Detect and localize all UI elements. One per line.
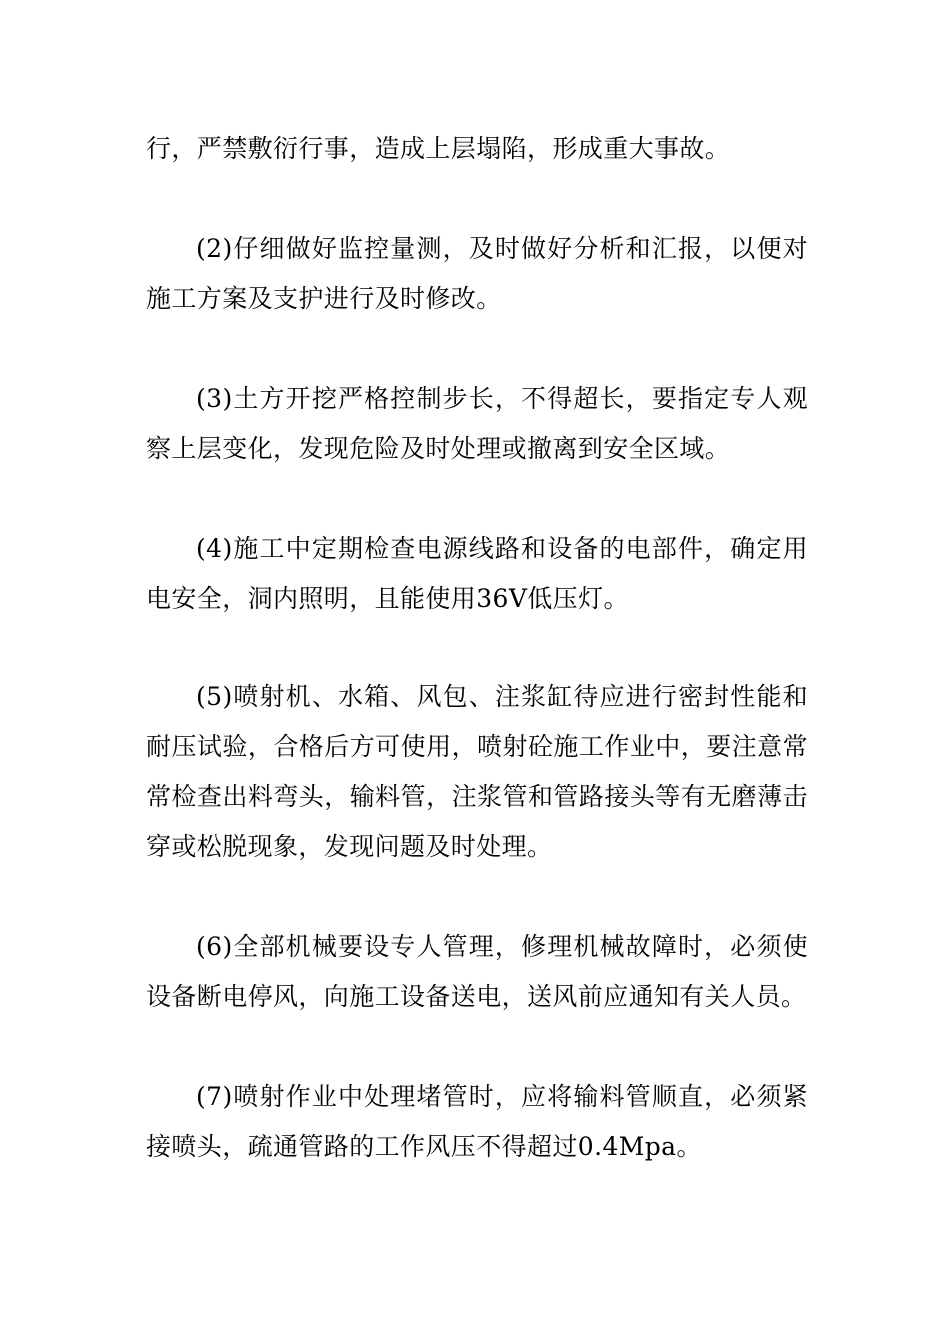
paragraph-item-5: (5)喷射机、水箱、风包、注浆缸待应进行密封性能和耐压试验，合格后方可使用，喷射砼施工作业中，要注意常常检查出料弯头，输料管，注浆管和管路接头等有无磨薄击穿或松脱现象，发现问题及时处理。: [146, 682, 808, 861]
paragraph-continuation: 行，严禁敷衍行事，造成上层塌陷，形成重大事故。: [146, 134, 731, 163]
paragraph-item-4: (4)施工中定期检查电源线路和设备的电部件，确定用电安全，洞内照明，且能使用36V低压灯。: [146, 534, 808, 613]
paragraph-item-6: (6)全部机械要设专人管理，修理机械故障时，必须使设备断电停风，向施工设备送电，送风前应通知有关人员。: [146, 932, 808, 1011]
paragraph-item-3: (3)土方开挖严格控制步长，不得超长，要指定专人观察上层变化，发现危险及时处理或撤离到安全区域。: [146, 384, 808, 463]
paragraph-item-7: (7)喷射作业中处理堵管时，应将输料管顺直，必须紧接喷头，疏通管路的工作风压不得超过0.4Mpa。: [146, 1082, 808, 1161]
paragraph-item-2: (2)仔细做好监控量测，及时做好分析和汇报，以便对施工方案及支护进行及时修改。: [146, 234, 808, 313]
